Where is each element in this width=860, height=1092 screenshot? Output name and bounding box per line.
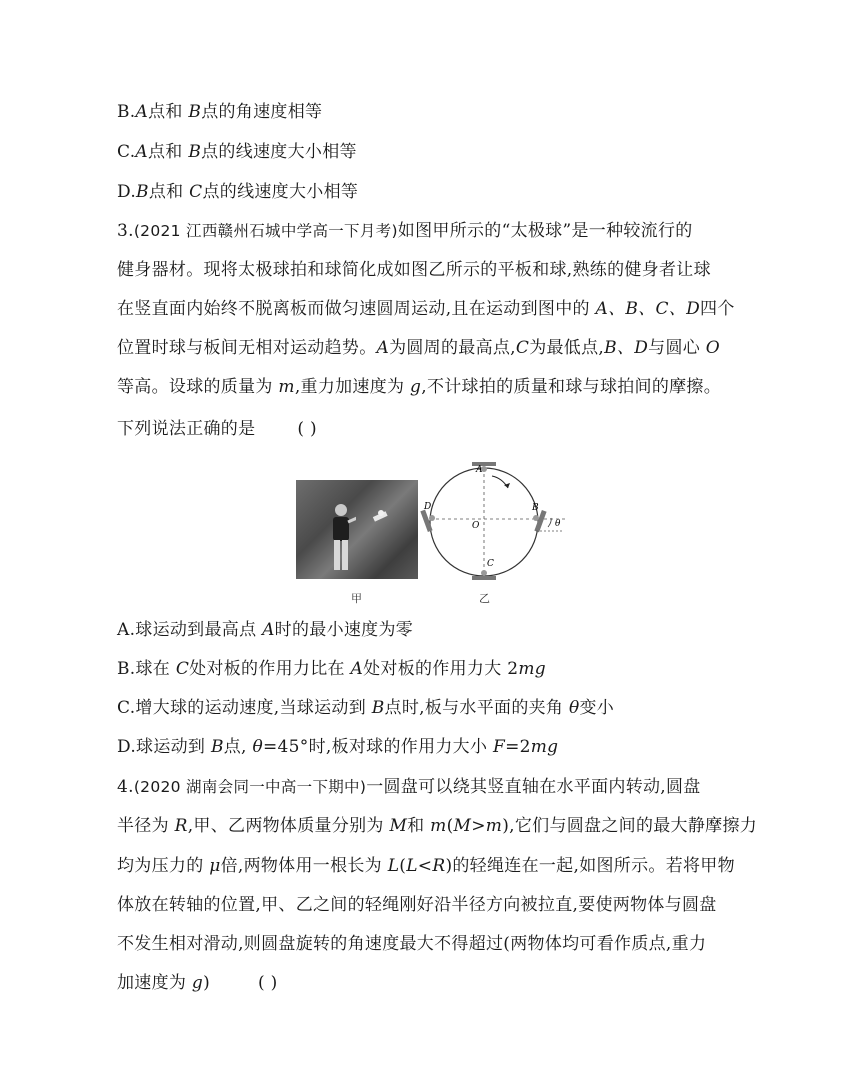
question-text: ),它们与圆盘之间的最大静摩擦力	[502, 816, 758, 836]
variable: F	[492, 737, 506, 757]
label-c: C	[487, 559, 494, 569]
q3-option-b	[117, 658, 546, 680]
q2-option-c	[117, 141, 357, 163]
point-label: B	[371, 698, 385, 718]
q3-option-a	[117, 619, 413, 641]
option-text: 点的线速度大小相等	[202, 182, 359, 202]
question-text: )	[203, 973, 211, 993]
q3-option-c	[117, 697, 614, 719]
option-text: 点和	[147, 142, 183, 162]
caption-jia: 甲	[351, 592, 362, 605]
variable: θ	[252, 737, 263, 757]
option-text: 点的角速度相等	[201, 102, 323, 122]
answer-bracket: ( )	[297, 419, 317, 439]
point-label: A	[350, 659, 364, 679]
question-text: 加速度为	[117, 973, 192, 993]
question-number: 4.	[117, 777, 134, 797]
option-text: C.增大球的运动速度,当球运动到	[117, 698, 372, 718]
q3-option-d	[117, 736, 558, 758]
option-prefix: B.	[117, 102, 136, 122]
q4-line-1	[117, 776, 701, 798]
option-text: D.球运动到	[117, 737, 211, 757]
option-text: 处对板的作用力大 2	[363, 659, 519, 679]
q3-figure	[296, 452, 576, 612]
variable: R	[174, 816, 188, 836]
option-text: 时的最小速度为零	[274, 620, 414, 640]
option-text: 点时,板与水平面的夹角	[384, 698, 569, 718]
question-text: 等高。设球的质量为	[117, 377, 279, 397]
question-text: 位置时球与板间无相对运动趋势。	[117, 338, 377, 358]
point-label: O	[705, 338, 720, 358]
variable: μ	[209, 856, 221, 876]
caption-yi: 乙	[479, 592, 490, 605]
option-text: =2	[505, 737, 531, 757]
q2-option-d	[117, 181, 358, 203]
variable: L	[387, 856, 400, 876]
question-source: (2020 湖南会同一中高一下期中)	[133, 778, 367, 796]
point-label: B	[136, 182, 149, 202]
q4-line-3	[117, 855, 735, 877]
racket-icon	[371, 508, 391, 528]
option-text: 点和	[148, 102, 183, 122]
question-text: 均为压力的	[117, 856, 210, 876]
point-label: C	[515, 338, 530, 358]
question-text: 下列说法正确的是	[117, 419, 256, 439]
label-theta: θ	[555, 519, 561, 529]
option-text: =45°时,板对球的作用力大小	[263, 737, 493, 757]
question-text: 如图甲所示的“太极球”是一种较流行的	[397, 221, 693, 241]
point-label: B	[188, 102, 202, 122]
point-labels: B、D	[604, 338, 649, 358]
q3-line-1	[117, 220, 693, 242]
q4-line-5: 不发生相对滑动,则圆盘旋转的角速度最大不得超过(两物体均可看作质点,重力	[117, 934, 707, 954]
variable: M	[389, 816, 408, 836]
q2-option-b	[117, 101, 322, 123]
question-text: (	[399, 856, 407, 876]
question-text: 半径为	[117, 816, 175, 836]
question-text: 为圆周的最高点,	[389, 338, 516, 358]
option-prefix: D.	[117, 182, 137, 202]
option-prefix: C.	[117, 142, 136, 162]
variable: m	[430, 816, 447, 836]
point-label: C	[175, 659, 190, 679]
question-text: 为最低点,	[529, 338, 605, 358]
point-label: B	[188, 142, 202, 162]
answer-bracket: ( )	[258, 973, 278, 993]
question-text: )的轻绳连在一起,如图所示。若将甲物	[445, 856, 735, 876]
option-text: 变小	[579, 698, 615, 718]
option-text: 点的线速度大小相等	[201, 142, 357, 162]
label-b: B	[532, 503, 539, 513]
option-text: A.球运动到最高点	[117, 620, 263, 640]
question-text: 和	[407, 816, 431, 836]
point-label: C	[189, 182, 203, 202]
question-source: (2021 江西赣州石城中学高一下月考)	[133, 222, 398, 240]
question-text: 与圆心	[648, 338, 706, 358]
option-text: 点和	[148, 182, 184, 202]
question-text: 四个	[700, 299, 735, 319]
q3-line-4	[117, 337, 720, 359]
variable: g	[410, 377, 422, 397]
variable: g	[191, 973, 204, 993]
option-text: 处对板的作用力比在	[189, 659, 351, 679]
point-label: A	[135, 142, 148, 162]
variable: mg	[530, 737, 559, 757]
point-label: A	[376, 338, 390, 358]
question-number: 3.	[117, 221, 134, 241]
question-text: 一圆盘可以绕其竖直轴在水平面内转动,圆盘	[366, 777, 701, 797]
question-text: ,重力加速度为	[294, 377, 411, 397]
label-d: D	[424, 502, 432, 512]
point-labels: A、B、C、D	[595, 299, 701, 319]
variable: θ	[568, 698, 580, 718]
q3-line-3	[117, 298, 735, 320]
q4-line-6	[117, 972, 278, 994]
question-text: (	[446, 816, 454, 836]
person-silhouette	[326, 502, 356, 572]
label-o: O	[472, 521, 480, 531]
variable: M>m	[453, 816, 503, 836]
option-text: 点,	[223, 737, 253, 757]
q3-line-5	[117, 376, 721, 398]
point-label: B	[210, 737, 224, 757]
variable: L<R	[406, 856, 446, 876]
question-text: 倍,两物体用一根长为	[220, 856, 388, 876]
variable: m	[278, 377, 295, 397]
q4-line-2	[117, 815, 757, 837]
q3-line-2: 健身器材。现将太极球拍和球简化成如图乙所示的平板和球,熟练的健身者让球	[117, 260, 711, 280]
question-text: ,甲、乙两物体质量分别为	[187, 816, 390, 836]
question-text: ,不计球拍的质量和球与球拍间的摩擦。	[421, 377, 722, 397]
variable: mg	[518, 659, 546, 679]
q3-line-6	[117, 418, 317, 440]
circle-diagram	[420, 452, 576, 592]
taiji-photo	[296, 480, 418, 579]
point-label: A	[262, 620, 275, 640]
question-text: 在竖直面内始终不脱离板而做匀速圆周运动,且在运动到图中的	[117, 299, 596, 319]
point-label: A	[135, 102, 149, 122]
option-text: B.球在	[117, 659, 176, 679]
q4-line-4: 体放在转轴的位置,甲、乙之间的轻绳刚好沿半径方向被拉直,要使两物体与圆盘	[117, 895, 717, 915]
label-a: A	[476, 465, 483, 475]
